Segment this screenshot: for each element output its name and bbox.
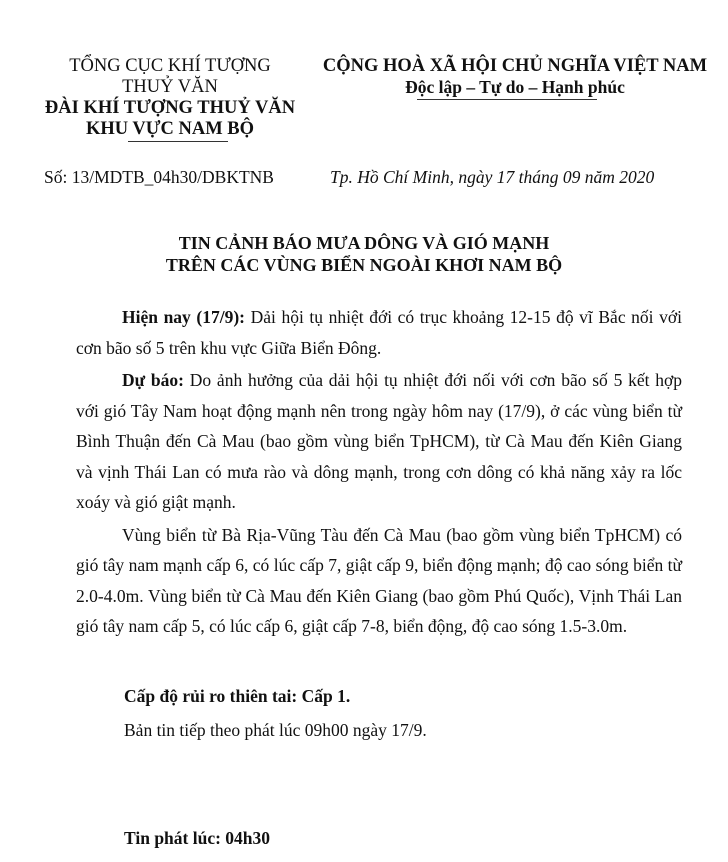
agency-name-line2: KHU VỰC NAM BỘ [85,119,255,139]
document-body [76,302,682,642]
risk-level: Cấp độ rủi ro thiên tai: Cấp 1. [124,686,351,706]
current-situation-paragraph [76,302,682,363]
forecast-label: Dự báo: [122,370,184,390]
agency-name-line1: ĐÀI KHÍ TƯỢNG THUỶ VĂN [44,98,296,118]
place-and-date: Tp. Hồ Chí Minh, ngày 17 tháng 09 năm 2020 [330,167,655,187]
next-bulletin: Bản tin tiếp theo phát lúc 09h00 ngày 17/9. [124,720,427,740]
national-motto: Độc lập – Tự do – Hạnh phúc [405,77,625,97]
national-header-block [302,56,728,100]
parent-agency-line1: TỔNG CỤC KHÍ TƯỢNG [69,56,271,76]
motto-underline [417,99,597,100]
parent-agency-line2: THUỶ VĂN [122,77,218,97]
current-situation-label: Hiện nay (17/9): [122,307,245,327]
forecast-text: Do ảnh hưởng của dải hội tụ nhiệt đới nối với cơn bão số 5 kết hợp với gió Tây Nam hoạt động mạnh nên trong ngày hôm nay (17/9), ở các vùng biển từ Bình Thuận đến Cà Mau (bao gồm vùng biển TpHCM), từ Cà Mau đến Kiên Giang và vịnh Thái Lan có mưa rào và dông mạnh, trong cơn dông có khả năng xảy ra lốc xoáy và gió giật mạnh. [76,370,682,512]
wind-wave-paragraph: Vùng biển từ Bà Rịa-Vũng Tàu đến Cà Mau (bao gồm vùng biển TpHCM) có gió tây nam mạnh cấp 6, có lúc cấp 7, giật cấp 9, biển động mạnh; độ cao sóng biển từ 2.0-4.0m. Vùng biển từ Cà Mau đến Kiên Giang (bao gồm Phú Quốc), Vịnh Thái Lan gió tây nam cấp 5, có lúc cấp 6, giật cấp 7-8, biển động, độ cao sóng 1.5-3.0m. [76,524,682,636]
agency-underline [128,141,228,142]
forecast-paragraph [76,365,682,518]
country-name: CỘNG HOÀ XÃ HỘI CHỦ NGHĨA VIỆT NAM [322,56,708,76]
title-line2: TRÊN CÁC VÙNG BIỂN NGOÀI KHƠI NAM BỘ [165,255,563,275]
issued-time: Tin phát lúc: 04h30 [124,828,271,848]
document-title [0,232,728,276]
title-line1: TIN CẢNH BÁO MƯA DÔNG VÀ GIÓ MẠNH [178,233,550,253]
current-situation-text: Dải hội tụ nhiệt đới có trục khoảng 12-15 độ vĩ Bắc nối với cơn bão số 5 trên khu vực Giữa Biển Đông. [76,307,683,358]
document-number: Số: 13/MDTB_04h30/DBKTNB [44,167,274,187]
issuing-agency-block [40,56,300,142]
